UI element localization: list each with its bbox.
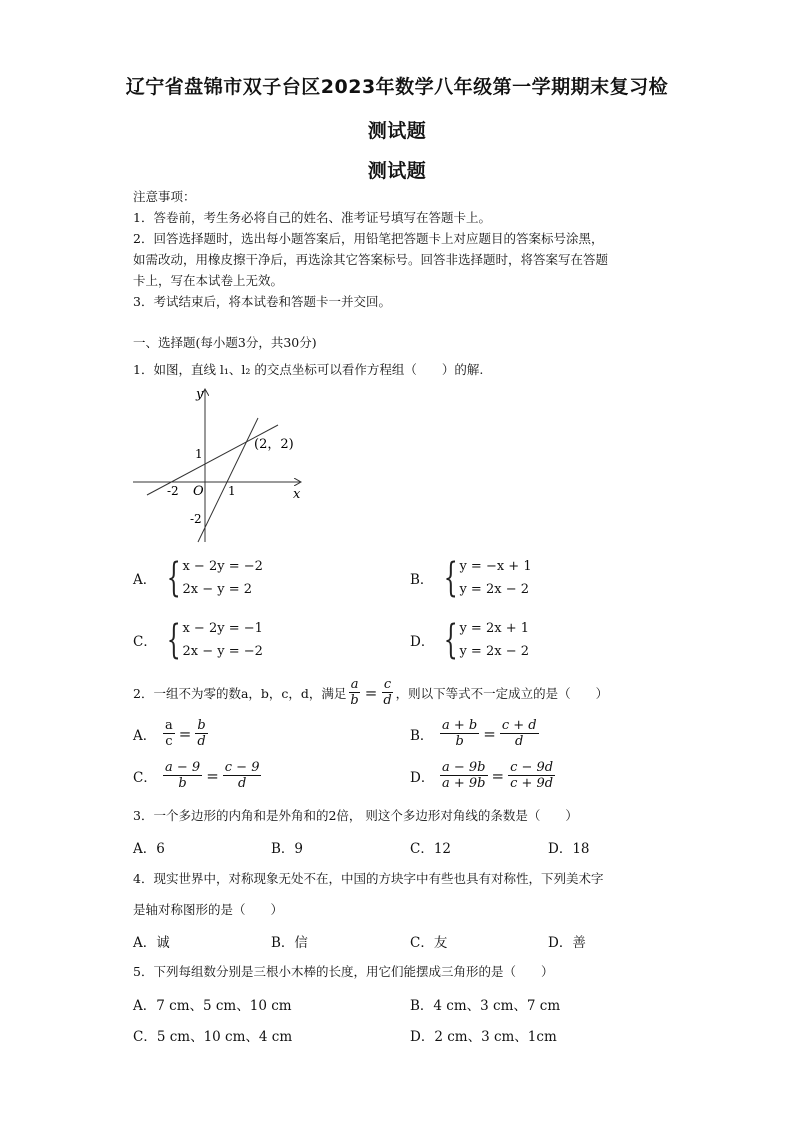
fraction-numerator: a − 9b bbox=[442, 760, 486, 775]
q5-option-c[interactable]: C．5 cm、10 cm、4 cm bbox=[133, 1029, 293, 1045]
equation-line: y = 2x − 2 bbox=[459, 582, 529, 597]
section-heading: 一、选择题(每小题3分，共30分) bbox=[133, 335, 317, 350]
q3-option-a[interactable]: A．6 bbox=[133, 841, 165, 857]
fraction-denominator: a + 9b bbox=[442, 776, 486, 791]
equals-sign: = bbox=[491, 766, 505, 785]
fraction-denominator: d bbox=[383, 693, 392, 708]
x-tick-1: 1 bbox=[228, 484, 236, 498]
notes-item: 3．考试结束后，将本试卷和答题卡一并交回。 bbox=[133, 294, 391, 309]
notes-heading: 注意事项： bbox=[133, 189, 196, 204]
q3-option-d[interactable]: D．18 bbox=[548, 841, 590, 857]
q1-option-a[interactable]: A． { x − 2y = −2 2x − y = 2 bbox=[133, 555, 263, 601]
q4-option-c[interactable]: C．友 bbox=[410, 935, 448, 951]
option-label: D． bbox=[410, 634, 435, 650]
notes-item: 卡上，写在本试卷上无效。 bbox=[133, 273, 284, 288]
q4-option-b[interactable]: B．信 bbox=[271, 935, 308, 951]
equation-line: y = 2x − 2 bbox=[459, 644, 529, 659]
option-label: B． bbox=[410, 572, 434, 588]
q2-option-c[interactable] bbox=[133, 760, 263, 791]
q1-option-b[interactable]: B． { y = −x + 1 y = 2x − 2 bbox=[410, 555, 532, 601]
equals-sign: = bbox=[364, 683, 378, 702]
fraction-denominator: b bbox=[178, 776, 187, 791]
intersection-label: (2，2) bbox=[254, 437, 294, 452]
fraction-numerator: c + d bbox=[501, 718, 537, 733]
equals-sign: = bbox=[206, 766, 219, 785]
fraction-denominator: d bbox=[237, 776, 247, 791]
y-tick-neg2: -2 bbox=[190, 512, 202, 526]
equation-line: y = −x + 1 bbox=[459, 559, 532, 574]
fraction-denominator: c bbox=[165, 734, 173, 749]
q1-stem: 1．如图，直线 l₁、l₂ 的交点坐标可以看作方程组（ ）的解. bbox=[133, 362, 484, 377]
q2-option-b[interactable] bbox=[410, 718, 541, 749]
q3-option-c[interactable]: C．12 bbox=[410, 841, 452, 857]
page-title-line2: 测试题 bbox=[367, 120, 427, 142]
page-title-line1: 辽宁省盘锦市双子台区2023年数学八年级第一学期期末复习检 bbox=[125, 76, 669, 98]
fraction-numerator: c − 9d bbox=[510, 760, 554, 775]
q5-option-d[interactable]: D．2 cm、3 cm、1cm bbox=[410, 1029, 557, 1045]
equation-line: y = 2x + 1 bbox=[459, 621, 529, 636]
y-axis-label: y bbox=[196, 387, 204, 402]
option-label: A． bbox=[133, 572, 157, 588]
q2-option-a[interactable] bbox=[133, 718, 210, 749]
q4-option-a[interactable]: A．诚 bbox=[133, 935, 170, 951]
fraction-numerator: a + b bbox=[442, 718, 478, 733]
fraction-numerator: a bbox=[165, 718, 173, 733]
q5-stem: 5．下列每组数分别是三根小木棒的长度，用它们能摆成三角形的是（ ） bbox=[133, 964, 554, 979]
fraction-denominator: c + 9d bbox=[510, 776, 554, 791]
q1-graph bbox=[130, 382, 310, 547]
fraction-denominator: d bbox=[197, 734, 206, 749]
option-label: A． bbox=[133, 727, 157, 744]
q3-stem: 3．一个多边形的内角和是外角和的2倍， 则这个多边形对角线的条数是（ ） bbox=[133, 808, 578, 823]
line-l2 bbox=[198, 418, 258, 542]
fraction-numerator: a bbox=[350, 677, 359, 692]
notes-item: 2．回答选择题时，选出每小题答案后，用铅笔把答题卡上对应题目的答案标号涂黑， bbox=[133, 231, 604, 246]
q1-option-d[interactable]: D． { y = 2x + 1 y = 2x − 2 bbox=[410, 617, 529, 663]
q4-stem-line1: 4．现实世界中，对称现象无处不在，中国的方块字中有些也具有对称性，下列美术字 bbox=[133, 871, 604, 886]
equation-line: x − 2y = −1 bbox=[182, 621, 263, 636]
fraction-denominator: d bbox=[515, 734, 524, 749]
q5-option-a[interactable]: A．7 cm、5 cm、10 cm bbox=[133, 998, 292, 1014]
q2-stem bbox=[133, 677, 608, 708]
fraction-numerator: b bbox=[197, 718, 206, 733]
q1-option-c[interactable]: C． { x − 2y = −1 2x − y = −2 bbox=[133, 617, 263, 663]
q4-stem-line2: 是轴对称图形的是（ ） bbox=[133, 902, 284, 917]
q5-option-b[interactable]: B．4 cm、3 cm、7 cm bbox=[410, 998, 561, 1014]
y-tick-1: 1 bbox=[195, 447, 203, 461]
q4-option-d[interactable]: D．善 bbox=[548, 935, 586, 951]
notes-item: 如需改动，用橡皮擦干净后，再选涂其它答案标号。回答非选择题时，将答案写在答题 bbox=[133, 252, 609, 267]
fraction-numerator: c − 9 bbox=[224, 760, 260, 775]
equation-line: 2x − y = 2 bbox=[182, 582, 252, 597]
fraction-denominator: b bbox=[455, 734, 464, 749]
equation-line: x − 2y = −2 bbox=[182, 559, 263, 574]
q2-stem-text: ，则以下等式不一定成立的是（ ） bbox=[395, 685, 609, 701]
equation-line: 2x − y = −2 bbox=[182, 644, 263, 659]
fraction-denominator: b bbox=[350, 693, 359, 708]
x-tick-neg2: -2 bbox=[167, 484, 179, 498]
option-label: C． bbox=[133, 634, 157, 650]
page-subtitle: 测试题 bbox=[367, 160, 427, 182]
q2-stem-text: 2．一组不为零的数a，b，c，d，满足 bbox=[133, 685, 347, 701]
fraction-numerator: c bbox=[383, 677, 392, 692]
equals-sign: = bbox=[178, 724, 192, 743]
fraction-numerator: a − 9 bbox=[165, 760, 201, 775]
q3-option-b[interactable]: B．9 bbox=[271, 841, 304, 857]
option-label: D． bbox=[410, 769, 435, 786]
x-axis-label: x bbox=[293, 487, 301, 502]
option-label: C． bbox=[133, 769, 157, 786]
option-label: B． bbox=[410, 727, 434, 744]
origin-label: O bbox=[193, 484, 204, 499]
q2-option-d[interactable] bbox=[410, 760, 557, 791]
equals-sign: = bbox=[483, 724, 496, 743]
notes-item: 1．答卷前，考生务必将自己的姓名、准考证号填写在答题卡上。 bbox=[133, 210, 491, 225]
